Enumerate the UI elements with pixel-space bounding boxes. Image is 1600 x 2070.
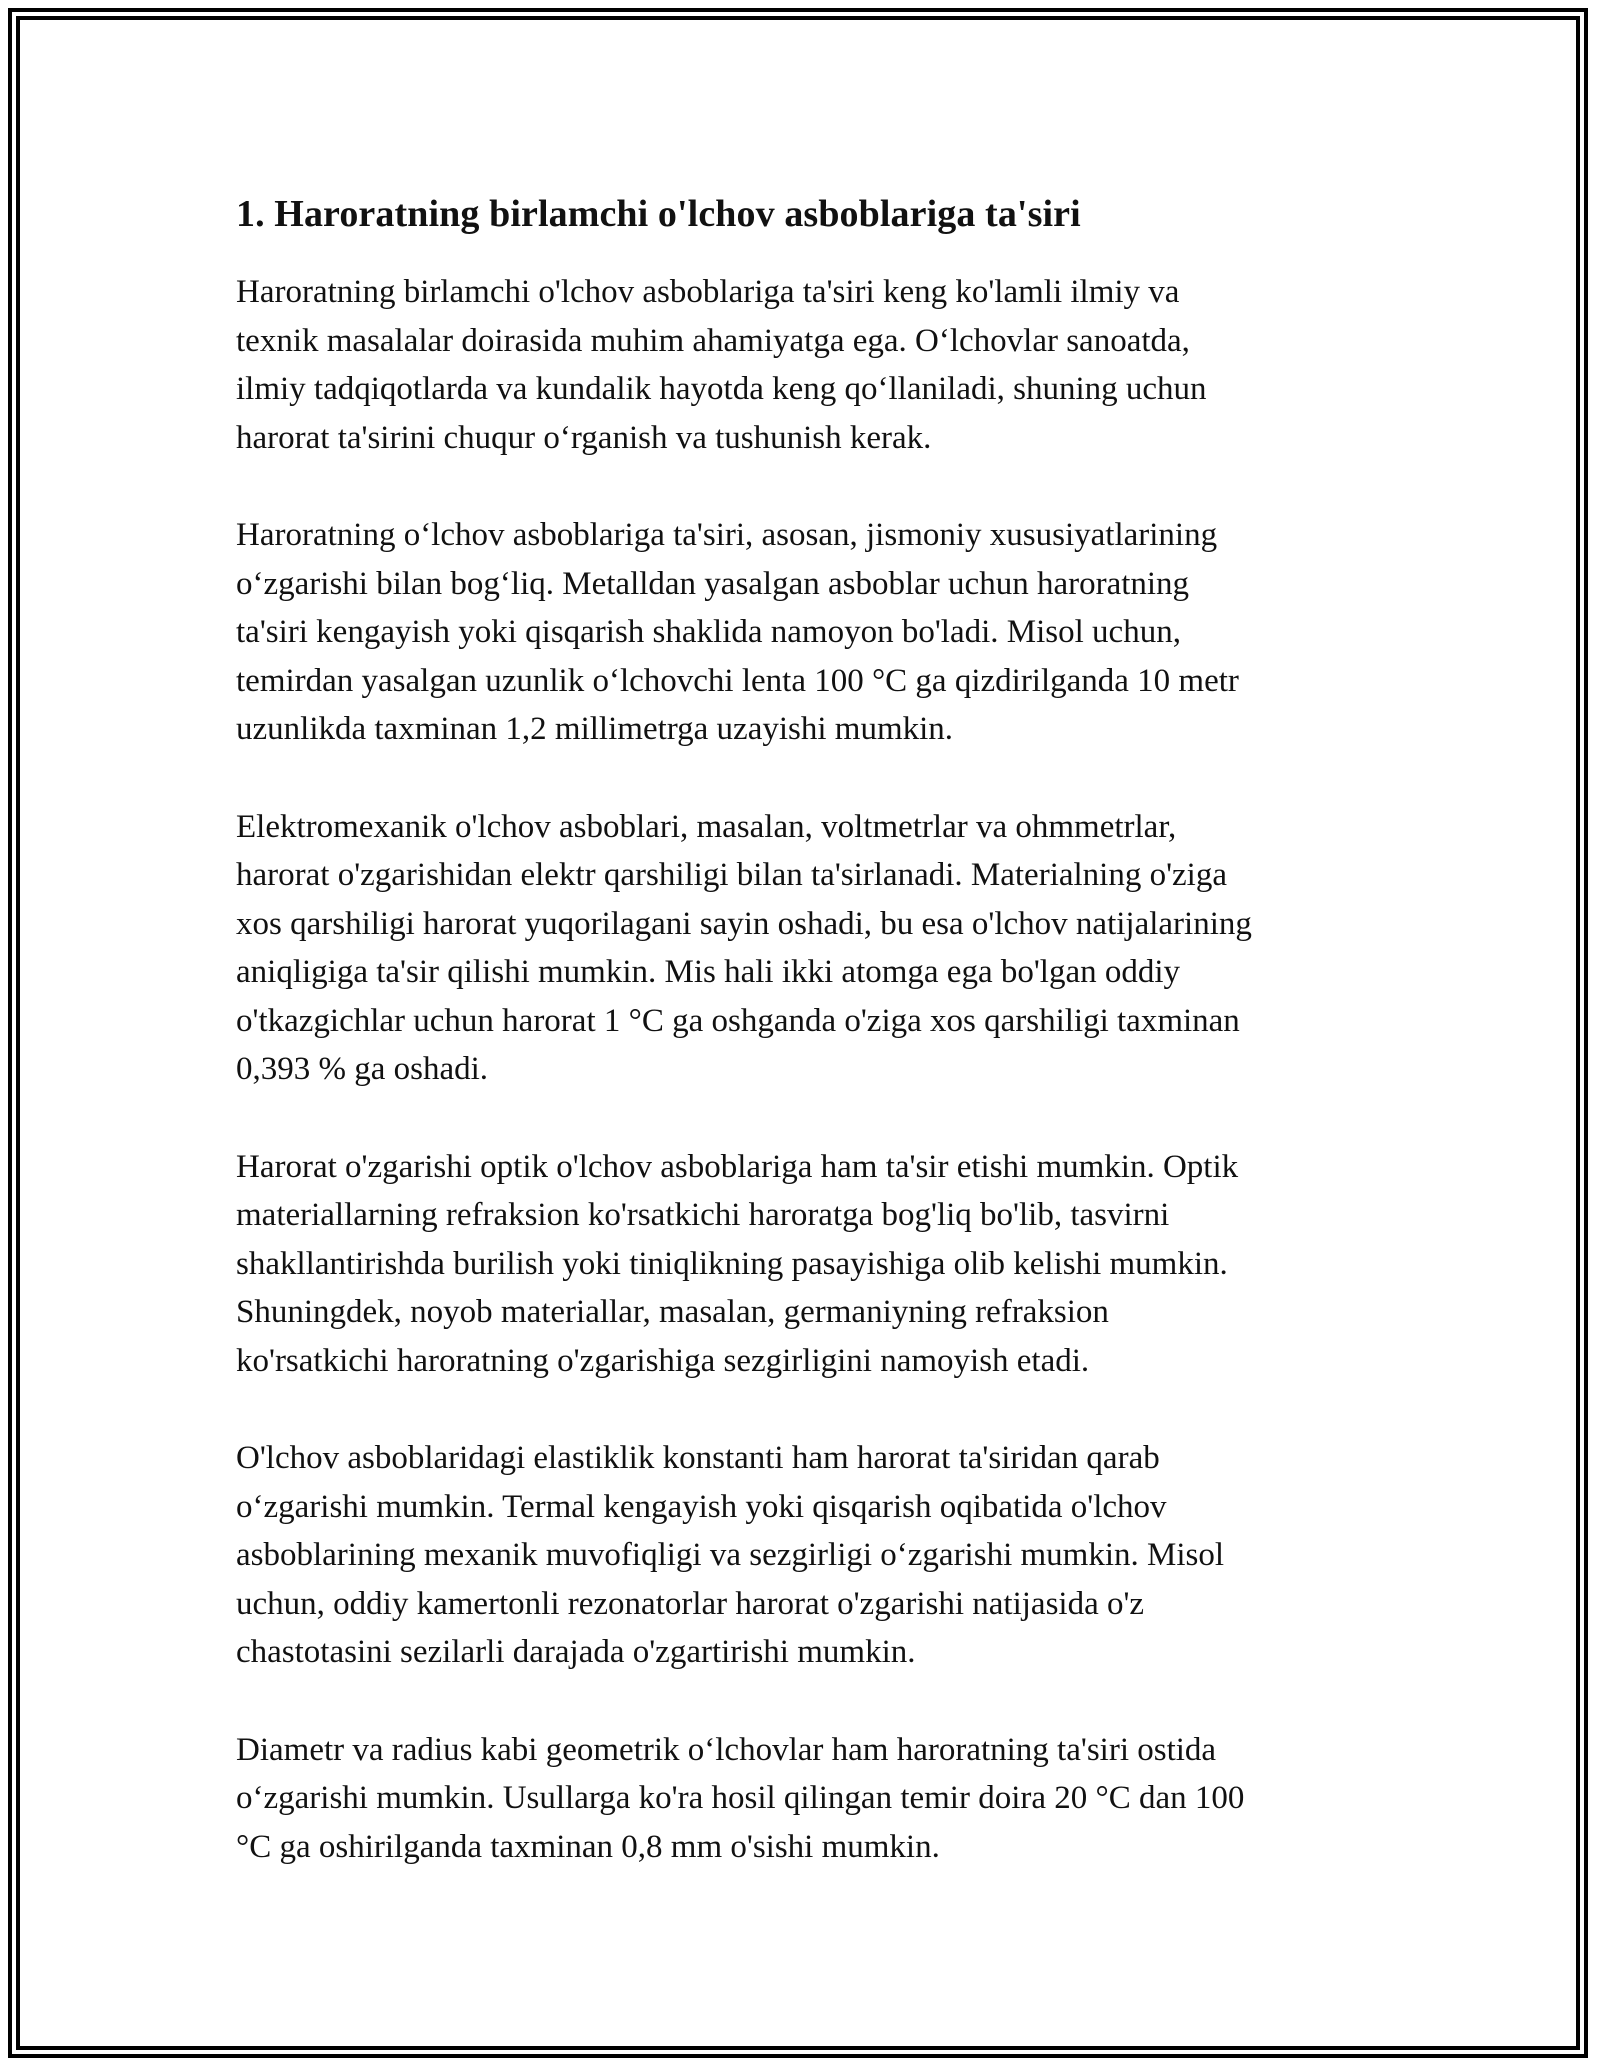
paragraph-4: Harorat o'zgarishi optik o'lchov asboblariga ham ta'sir etishi mumkin. Optik materiallarning refraksion ko'rsatkichi haroratga bog'liq bo'lib, tasvirni shakllantirishda burilish yoki tiniqlikning pasayishiga olib kelishi mumkin. Shuningdek, noyob materiallar, masalan, germaniyning refraksion ko'rsatkichi haroratning o'zgarishiga sezgirligini namoyish etadi. — [236, 1148, 1239, 1379]
section-heading: 1. Haroratning birlamchi o'lchov asboblariga ta'siri — [236, 193, 1081, 235]
document-body — [236, 186, 1376, 1920]
paragraph-2: Haroratning o‘lchov asboblariga ta'siri, asosan, jismoniy xususiyatlarining o‘zgarishi bilan bog‘liq. Metalldan yasalgan asboblar uchun haroratning ta'siri kengayish yoki qisqarish shaklida namoyon bo'ladi. Misol uchun, temirdan yasalgan uzunlik o‘lchovchi lenta 100 °C ga qizdirilganda 10 metr uzunlikda taxminan 1,2 millimetrga uzayishi mumkin. — [236, 517, 1239, 747]
paragraph-6: Diametr va radius kabi geometrik o‘lchovlar ham haroratning ta'siri ostida o‘zgarishi mumkin. Usullarga ko'ra hosil qilingan temir doira 20 °C dan 100 °C ga oshirilganda taxminan 0,8 mm o'sishi mumkin. — [236, 1731, 1245, 1865]
paragraph-3: Elektromexanik o'lchov asboblari, masalan, voltmetrlar va ohmmetrlar, harorat o'zgarishidan elektr qarshiligi bilan ta'sirlanadi. Materialning o'ziga xos qarshiligi harorat yuqorilagani sayin oshadi, bu esa o'lchov natijalarining aniqligiga ta'sir qilishi mumkin. Mis hali ikki atomga ega bo'lgan oddiy o'tkazgichlar uchun harorat 1 °C ga oshganda o'ziga xos qarshiligi taxminan 0,393 % ga oshadi. — [236, 808, 1252, 1087]
paragraph-5: O'lchov asboblaridagi elastiklik konstanti ham harorat ta'siridan qarab o‘zgarishi mumkin. Termal kengayish yoki qisqarish oqibatida o'lchov asboblarining mexanik muvofiqligi va sezgirligi o‘zgarishi mumkin. Misol uchun, oddiy kamertonli rezonatorlar harorat o'zgarishi natijasida o'z chastotasini sezilarli darajada o'zgartirishi mumkin. — [236, 1440, 1225, 1670]
paragraph-1: Haroratning birlamchi o'lchov asboblariga ta'siri keng ko'lamli ilmiy va texnik masalalar doirasida muhim ahamiyatga ega. O‘lchovlar sanoatda, ilmiy tadqiqotlarda va kundalik hayotda keng qo‘llaniladi, shuning uchun harorat ta'sirini chuqur o‘rganish va tushunish kerak. — [236, 274, 1207, 456]
